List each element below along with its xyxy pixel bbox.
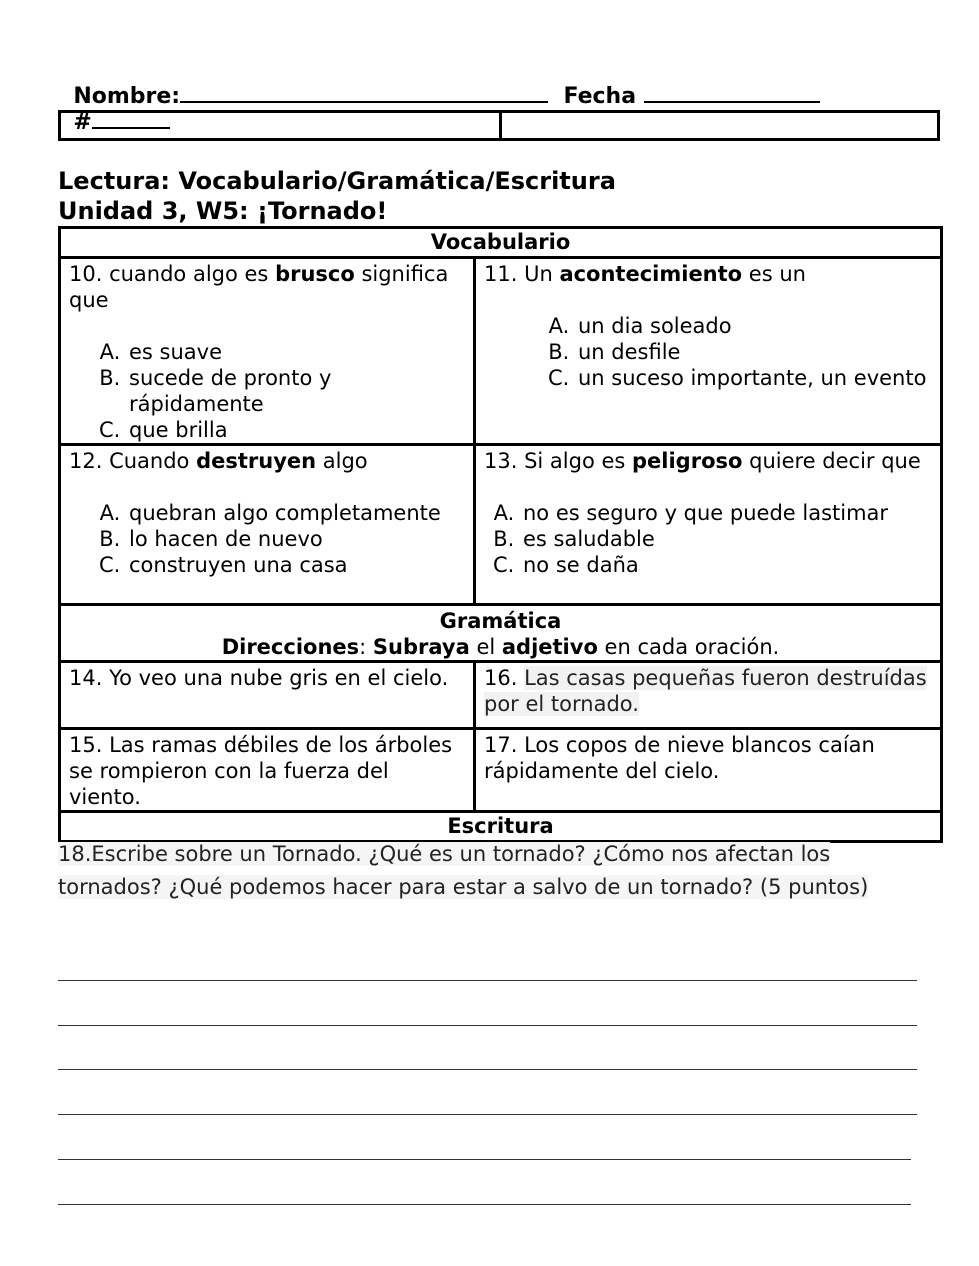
question-15[interactable]: 15. Las ramas débiles de los árboles se rompieron con la fuerza del viento. [60, 729, 475, 812]
answer-line-5[interactable] [58, 1159, 911, 1160]
gramatica-heading: Gramática [439, 609, 562, 633]
question-11-option-c[interactable]: C. un suceso importante, un evento [576, 365, 932, 391]
question-11-option-a[interactable]: A. un dia soleado [576, 313, 932, 339]
question-17[interactable]: 17. Los copos de nieve blancos caían rápidamente del cielo. [475, 729, 942, 812]
worksheet-subtitle: Unidad 3, W5: ¡Tornado! [58, 197, 388, 225]
question-14[interactable]: 14. Yo veo una nube gris en el cielo. [60, 662, 475, 729]
question-12-stem: 12. Cuando destruyen algo [69, 449, 368, 473]
name-date-line [58, 58, 820, 110]
question-12-option-b[interactable]: B. lo hacen de nuevo [127, 526, 465, 552]
question-11-option-b[interactable]: B. un desfile [576, 339, 932, 365]
worksheet-title: Lectura: Vocabulario/Gramática/Escritura [58, 167, 616, 195]
escritura-heading: Escritura [60, 812, 942, 842]
question-10 [60, 258, 475, 445]
answer-line-6[interactable] [58, 1204, 911, 1205]
question-12 [60, 445, 475, 605]
question-11 [475, 258, 942, 445]
question-16[interactable]: 16. Las casas pequeñas fueron destruídas por el tornado. [475, 662, 942, 729]
question-12-option-c[interactable]: C. construyen una casa [127, 552, 465, 578]
question-12-option-a[interactable]: A. quebran algo completamente [127, 500, 465, 526]
worksheet-table [58, 226, 943, 843]
nombre-field[interactable] [180, 101, 548, 103]
question-13-option-a[interactable]: A. no es seguro y que puede lastimar [521, 500, 932, 526]
question-10-option-a[interactable]: A. es suave [127, 339, 465, 365]
question-13-option-b[interactable]: B. es saludable [521, 526, 932, 552]
question-11-options [484, 313, 932, 391]
question-13-option-c[interactable]: C. no se daña [521, 552, 932, 578]
question-13-options [464, 500, 932, 578]
gramatica-directions: Direcciones: Subraya el adjetivo en cada oración. [221, 635, 780, 659]
answer-line-3[interactable] [58, 1069, 917, 1070]
gramatica-section [60, 605, 942, 662]
answer-line-4[interactable] [58, 1114, 917, 1115]
header-box-row [58, 110, 940, 141]
question-12-options [69, 500, 465, 578]
question-11-stem: 11. Un acontecimiento es un [484, 262, 806, 286]
question-10-option-c[interactable]: C. que brilla [127, 417, 465, 443]
question-16-sentence[interactable]: Las casas pequeñas fueron destruídas por el tornado. [484, 666, 927, 716]
header-box-divider [499, 113, 502, 138]
escritura-prompt: 18.Escribe sobre un Tornado. ¿Qué es un tornado? ¿Cómo nos afectan los tornados? ¿Qué podemos hacer para estar a salvo de un tornado? (5 puntos) [58, 842, 869, 899]
question-10-options [69, 339, 465, 443]
answer-line-1[interactable] [58, 980, 917, 981]
question-10-stem: 10. cuando algo es brusco significa que [69, 262, 449, 312]
question-10-option-b[interactable]: B. sucede de pronto y rápidamente [127, 365, 465, 417]
fecha-label: Fecha [563, 84, 637, 109]
nombre-label: Nombre: [73, 84, 181, 109]
vocabulario-heading: Vocabulario [60, 228, 942, 258]
question-13 [475, 445, 942, 605]
numero-label: # [73, 110, 92, 135]
fecha-field[interactable] [644, 101, 820, 103]
answer-line-2[interactable] [58, 1025, 917, 1026]
question-13-stem: 13. Si algo es peligroso quiere decir que [484, 449, 921, 473]
